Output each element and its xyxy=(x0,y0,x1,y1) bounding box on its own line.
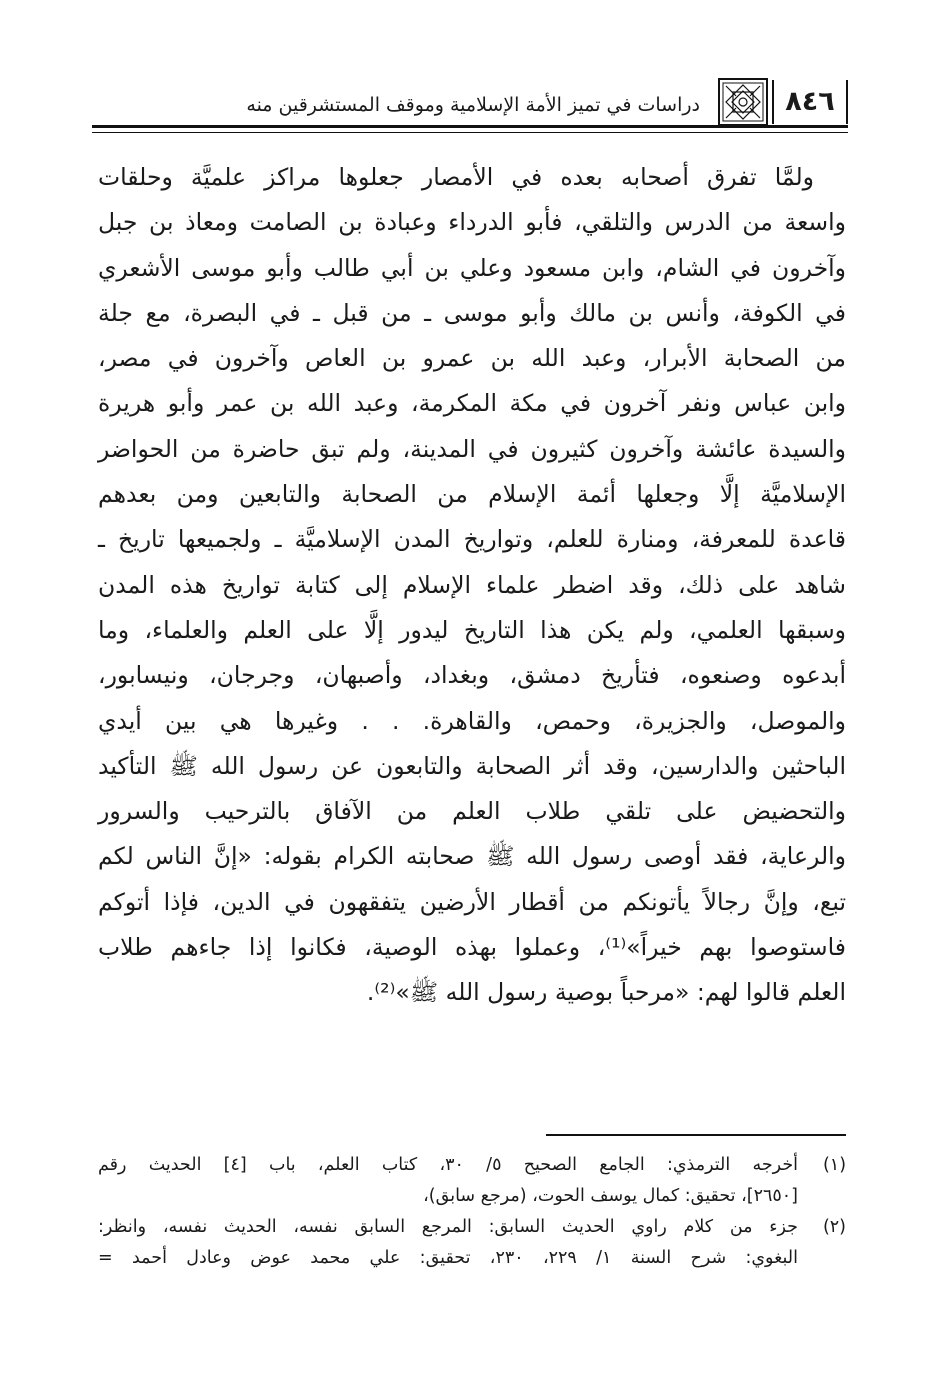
text-line: والتحضيض على تلقي طلاب العلم من الآفاق بالترحيب والسرور xyxy=(98,797,846,826)
text-line: فاستوصوا بهم خيراً»⁽¹⁾، وعملوا بهذه الوصية، فكانوا إذا جاءهم طلاب xyxy=(98,933,847,962)
header-rule-thin xyxy=(92,132,848,133)
footnote-text: جزء من كلام راوي الحديث السابق: المرجع السابق نفسه، الحديث نفسه، وانظر: xyxy=(98,1217,798,1237)
text-line: قاعدة للمعرفة، ومنارة للعلم، وتواريخ المدن الإسلاميَّة ـ ولجميعها تاريخ ـ xyxy=(98,525,846,554)
footnote-separator xyxy=(546,1134,846,1136)
footnotes xyxy=(98,1150,846,1274)
text-line: والرعاية، فقد أوصى رسول الله ﷺ صحابته الكرام بقوله: «إنَّ الناس لكم xyxy=(98,842,846,871)
text-line: العلم قالوا لهم: «مرحباً بوصية رسول الله ﷺ»⁽²⁾. xyxy=(366,978,846,1007)
header-rule xyxy=(92,125,848,128)
text-line: تبع، وإنَّ رجالاً يأتونكم من أقطار الأرضين يتفقهون في الدين، فإذا أتوكم xyxy=(98,887,846,916)
footnote-2-continued: البغوي: شرح السنة ١/ ٢٢٩، ٢٣٠، تحقيق: علي محمد عوض وعادل أحمد = xyxy=(98,1248,799,1268)
main-text xyxy=(98,155,846,1016)
text-line: والموصل، والجزيرة، وحمص، والقاهرة. . . وغيرها هي بين أيدي xyxy=(98,706,846,735)
page-number: ٨٤٦ xyxy=(772,80,848,124)
text-line: وآخرون في الشام، وابن مسعود وعلي بن أبي طالب وأبو موسى الأشعري xyxy=(98,253,846,282)
text-line: ولمَّا تفرق أصحابه بعده في الأمصار جعلوها مراكز علميَّة وحلقات xyxy=(98,163,814,191)
text-line: واسعة من الدرس والتلقي، فأبو الدرداء وعبادة بن الصامت ومعاذ بن جبل xyxy=(98,208,846,237)
text-line: الإسلاميَّة إلَّا وجعلها أئمة الإسلام من الصحابة والتابعين ومن بعدهم xyxy=(98,480,846,509)
footnote-marker: (١) xyxy=(822,1155,847,1175)
text-line: في الكوفة، وأنس بن مالك وأبو موسى ـ من قبل ـ في البصرة، مع جلة xyxy=(98,298,846,327)
footnote-1 xyxy=(98,1150,846,1181)
text-line: الباحثين والدارسين، وقد أثر الصحابة والتابعون عن رسول الله ﷺ التأكيد xyxy=(98,751,846,780)
footnote-text: أخرجه الترمذي: الجامع الصحيح ٥/ ٣٠، كتاب العلم، باب [٤] الحديث رقم xyxy=(98,1155,799,1175)
footnote-marker: (٢) xyxy=(822,1217,846,1237)
text-line: أبدعوه وصنعوه، فتأريخ دمشق، وبغداد، وأصبهان، وجرجان، ونيسابور، xyxy=(98,661,846,690)
ornament-icon xyxy=(718,78,768,126)
text-line: من الصحابة الأبرار، وعبد الله بن عمرو بن العاص وآخرون في مصر، xyxy=(98,344,846,373)
text-line: وسبقها العلمي، ولم يكن هذا التاريخ ليدور إلَّا على العلم والعلماء، وما xyxy=(98,615,846,644)
text-line: وابن عباس ونفر آخرون في مكة المكرمة، وعبد الله بن عمر وأبو هريرة xyxy=(98,389,846,418)
running-title: دراسات في تميز الأمة الإسلامية وموقف المستشرقين منه xyxy=(246,94,700,116)
page-header xyxy=(92,78,848,128)
text-line: شاهد على ذلك، وقد اضطر علماء الإسلام إلى كتابة تواريخ هذه المدن xyxy=(98,570,846,599)
text-line: والسيدة عائشة وآخرون كثيرون في المدينة، ولم تبق حاضرة من الحواضر xyxy=(98,434,846,463)
footnote-2 xyxy=(98,1212,846,1243)
footnote-1-continued: [٢٦٥٠]، تحقيق: كمال يوسف الحوت، (مرجع سابق)، xyxy=(423,1186,798,1206)
